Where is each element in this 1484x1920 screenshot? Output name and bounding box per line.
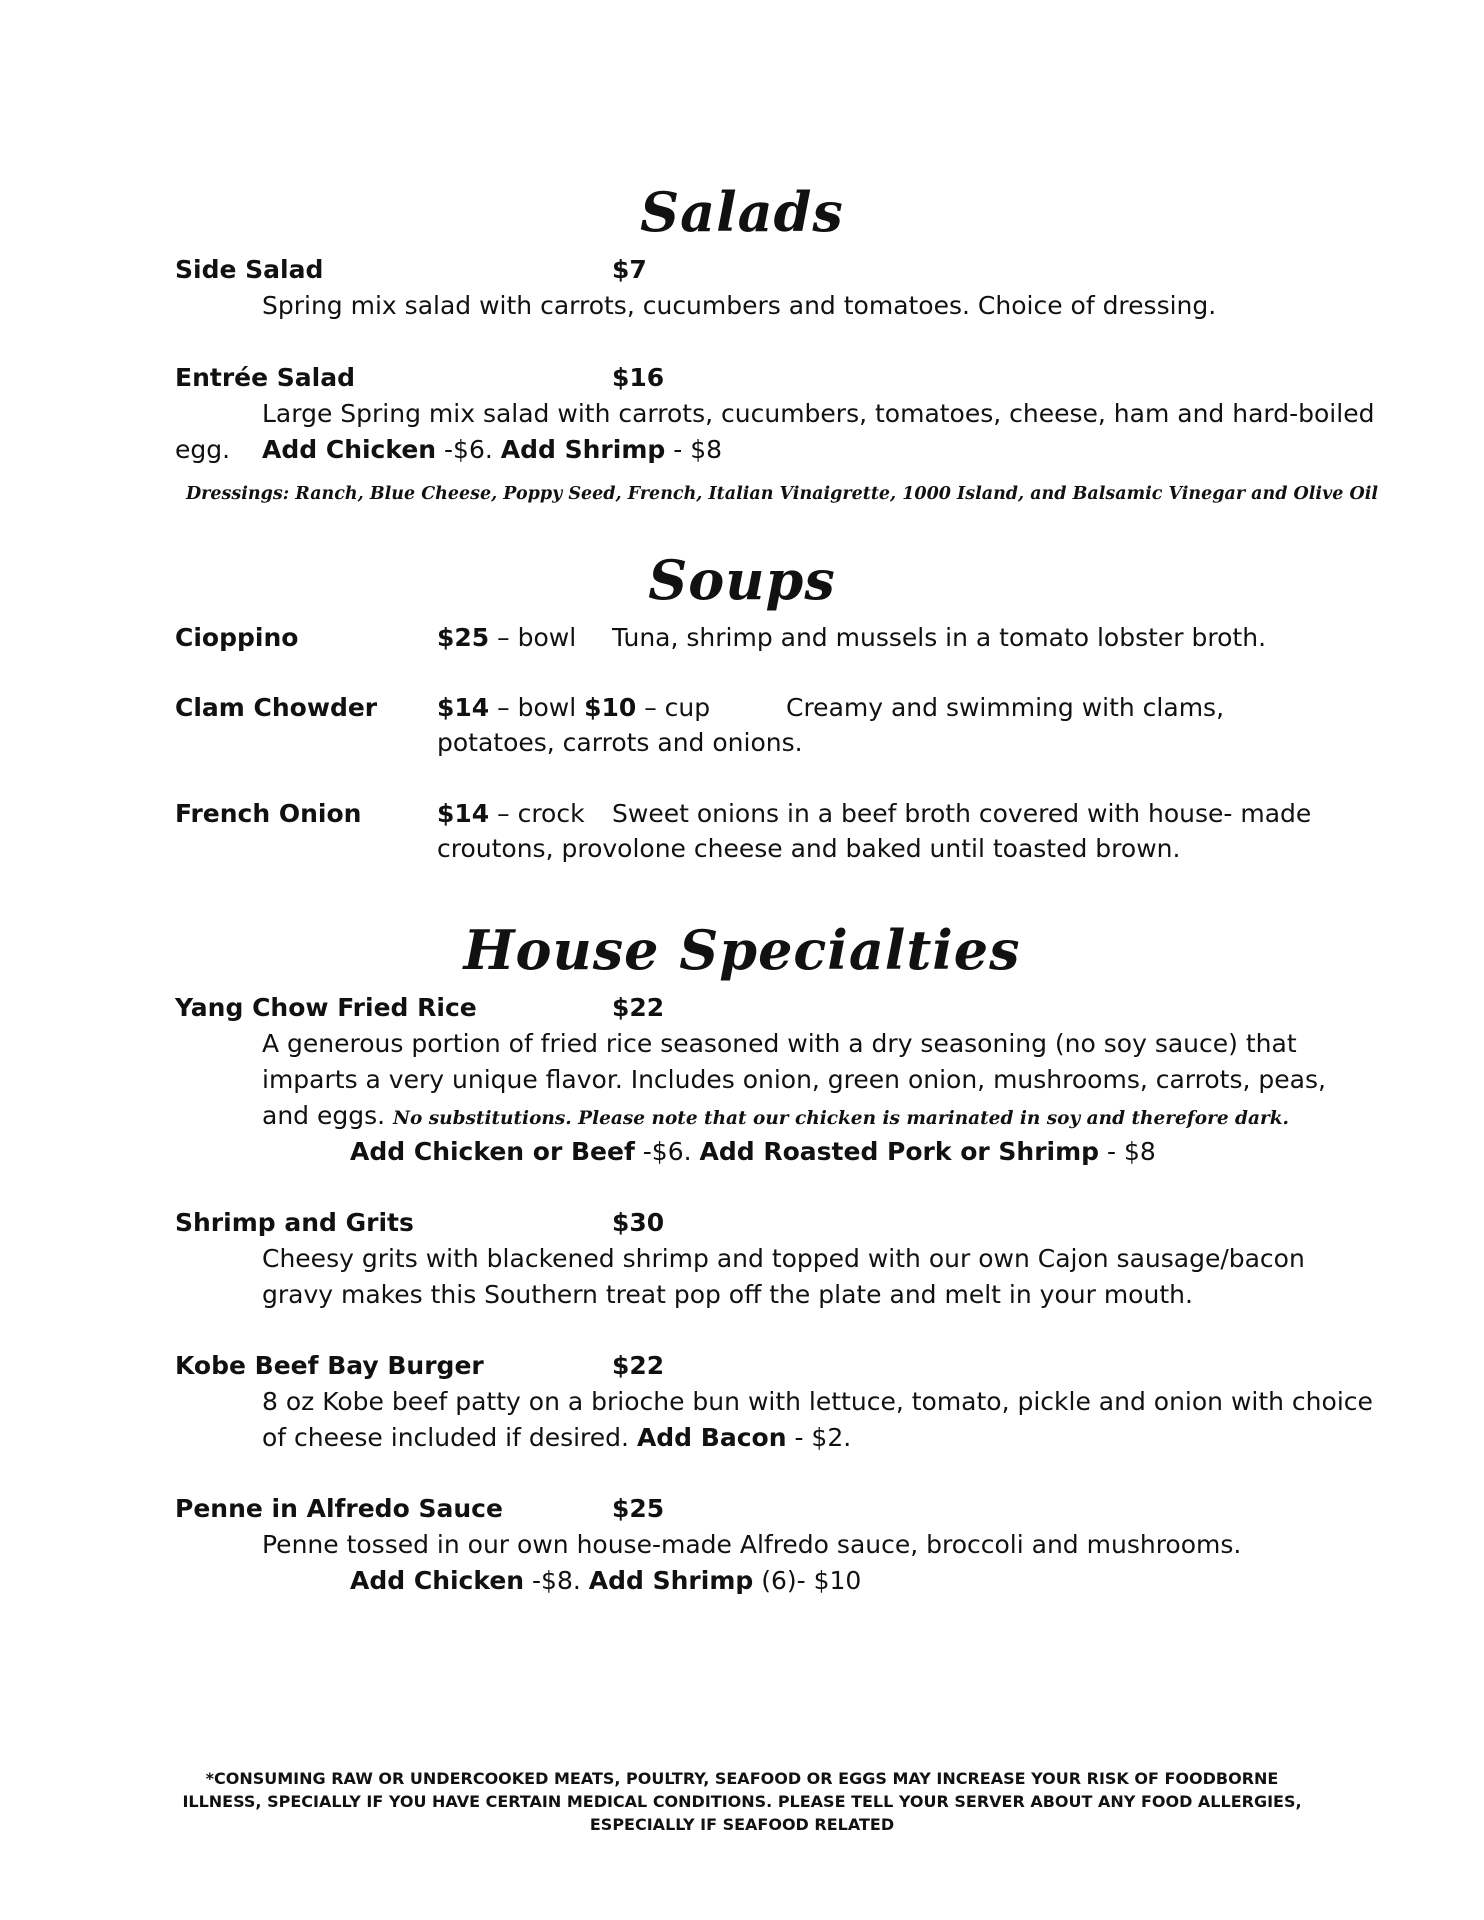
cioppino-name: Cioppino [175,623,299,652]
french-onion-description-cont: croutons, provolone cheese and baked until toasted brown. [437,834,1181,863]
section-heading-soups: Soups [648,548,836,612]
entree-salad-description: Large Spring mix salad with carrots, cucumbers, tomatoes, cheese, ham and hard-boiled [262,399,1375,428]
entree-salad-name: Entrée Salad [175,363,355,392]
addon-label: Add Shrimp [588,1566,754,1595]
addon-label: Add Chicken [262,435,437,464]
entree-salad-price: $16 [612,363,665,392]
shrimp-grits-name: Shrimp and Grits [175,1208,414,1237]
addon-price: -$8. [524,1566,589,1595]
disclaimer-line-1: *CONSUMING RAW OR UNDERCOOKED MEATS, POULTRY, SEAFOOD OR EGGS MAY INCREASE YOUR RISK OF FOODBORNE [205,1769,1279,1788]
side-salad-price: $7 [612,255,647,284]
side-salad-name: Side Salad [175,255,324,284]
addon-label: Add Bacon [636,1423,787,1452]
price-unit: – crock [489,799,585,828]
fried-rice-description: A generous portion of fried rice seasoned with a dry seasoning (no soy sauce) that [262,1029,1297,1058]
cioppino-description: Tuna, shrimp and mussels in a tomato lobster broth. [612,623,1267,652]
shrimp-grits-description-cont: gravy makes this Southern treat pop off the plate and melt in your mouth. [262,1280,1193,1309]
price: $14 [437,799,490,828]
clam-chowder-price [437,690,710,725]
penne-description: Penne tossed in our own house-made Alfredo sauce, broccoli and mushrooms. [262,1530,1242,1559]
addon-label: Add Chicken or Beef [350,1137,635,1166]
description-text: and eggs. [262,1101,394,1130]
price-unit: – bowl [489,623,577,652]
fried-rice-description-cont: imparts a very unique flavor. Includes onion, green onion, mushrooms, carrots, peas, [262,1065,1326,1094]
disclaimer-line-3: ESPECIALLY IF SEAFOOD RELATED [589,1815,895,1834]
shrimp-grits-price: $30 [612,1208,665,1237]
fried-rice-addons [350,1134,1156,1169]
clam-chowder-description: Creamy and swimming with clams, [786,693,1225,722]
shrimp-grits-description: Cheesy grits with blackened shrimp and topped with our own Cajon sausage/bacon [262,1244,1305,1273]
addon-price: - $8 [665,435,723,464]
addon-price: - $8 [1099,1137,1156,1166]
kobe-burger-description-cont [262,1420,851,1455]
clam-chowder-description-cont: potatoes, carrots and onions. [437,728,803,757]
section-heading-house-specialties: House Specialties [463,918,1021,982]
dressings-note: Dressings: Ranch, Blue Cheese, Poppy Seed, French, Italian Vinaigrette, 1000 Island, and Balsamic Vinegar and Olive Oil [186,484,1379,504]
kobe-burger-price: $22 [612,1351,665,1380]
addon-price: -$6. [436,435,501,464]
penne-addons [350,1563,861,1598]
price: $10 [584,693,637,722]
side-salad-description: Spring mix salad with carrots, cucumbers and tomatoes. Choice of dressing. [262,291,1217,320]
fried-rice-note: No substitutions. Please note that our chicken is marinated in soy and therefore dark. [393,1108,1289,1129]
kobe-burger-name: Kobe Beef Bay Burger [175,1351,484,1380]
cioppino-price [437,620,576,655]
addon-label: Add Chicken [350,1566,525,1595]
penne-price: $25 [612,1494,665,1523]
addon-price: - $2. [786,1423,852,1452]
fried-rice-price: $22 [612,993,665,1022]
disclaimer-line-2: ILLNESS, SPECIALLY IF YOU HAVE CERTAIN MEDICAL CONDITIONS. PLEASE TELL YOUR SERVER ABOUT ANY FOOD ALLERGIES, [182,1792,1302,1811]
french-onion-name: French Onion [175,799,362,828]
addon-price: -$6. [634,1137,700,1166]
addon-label: Add Shrimp [500,435,666,464]
clam-chowder-name: Clam Chowder [175,693,378,722]
addon-price: (6)- $10 [753,1566,862,1595]
price-unit: – bowl [489,693,585,722]
fried-rice-name: Yang Chow Fried Rice [175,993,477,1022]
price-unit: – cup [636,693,711,722]
french-onion-description: Sweet onions in a beef broth covered with house- made [612,799,1312,828]
french-onion-price [437,796,585,831]
fried-rice-description-end [262,1098,1289,1136]
price: $25 [437,623,490,652]
kobe-burger-description: 8 oz Kobe beef patty on a brioche bun with lettuce, tomato, pickle and onion with choice [262,1387,1373,1416]
section-heading-salads: Salads [640,180,844,244]
addon-label: Add Roasted Pork or Shrimp [699,1137,1100,1166]
entree-salad-addons [262,432,722,467]
penne-name: Penne in Alfredo Sauce [175,1494,503,1523]
description-text: of cheese included if desired. [262,1423,637,1452]
price: $14 [437,693,490,722]
entree-salad-description-cont: egg. [175,435,231,464]
